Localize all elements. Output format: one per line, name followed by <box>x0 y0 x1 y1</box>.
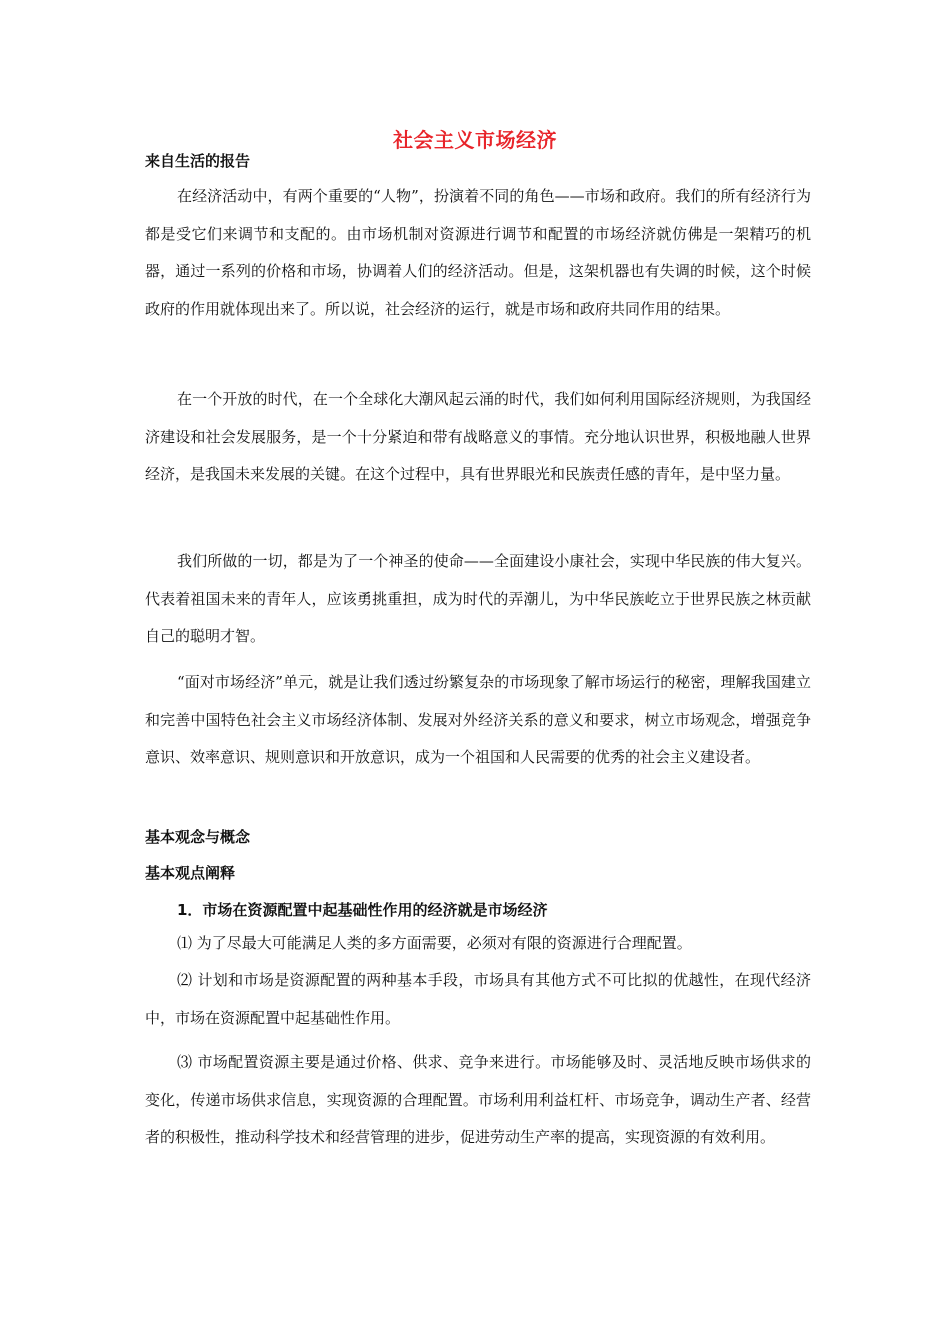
paragraph: 在经济活动中，有两个重要的“人物”，扮演着不同的角色——市场和政府。我们的所有经济行为都是受它们来调节和支配的。由市场机制对资源进行调节和配置的市场经济就仿佛是一架精巧的机器，通过一系列的价格和市场，协调着人们的经济活动。但是，这架机器也有失调的时候，这个时候政府的作用就体现出来了。所以说，社会经济的运行，就是市场和政府共同作用的结果。 <box>145 187 811 318</box>
page-title: 社会主义市场经济 <box>393 128 557 152</box>
paragraph: “面对市场经济”单元，就是让我们透过纷繁复杂的市场现象了解市场运行的秘密，理解我国建立和完善中国特色社会主义市场经济体制、发展对外经济关系的意义和要求，树立市场观念，增强竞争意识、效率意识、规则意识和开放意识，成为一个祖国和人民需要的优秀的社会主义建设者。 <box>145 673 811 766</box>
section-heading-report: 来自生活的报告 <box>145 152 251 170</box>
paragraph: 在一个开放的时代，在一个全球化大潮风起云涌的时代，我们如何利用国际经济规则，为我国经济建设和社会发展服务，是一个十分紧迫和带有战略意义的事情。充分地认识世界，积极地融人世界经济，是我国未来发展的关键。在这个过程中，具有世界眼光和民族责任感的青年，是中坚力量。 <box>145 390 811 483</box>
section-subheading: 基本观点阐释 <box>145 864 236 882</box>
paragraph: 我们所做的一切，都是为了一个神圣的使命——全面建设小康社会，实现中华民族的伟大复兴。代表着祖国未来的青年人，应该勇挑重担，成为时代的弄潮儿，为中华民族屹立于世界民族之林贡献自己的聪明才智。 <box>145 552 811 645</box>
list-item: ⑵ 计划和市场是资源配置的两种基本手段，市场具有其他方式不可比拟的优越性，在现代经济中，市场在资源配置中起基础性作用。 <box>145 971 811 1027</box>
section-heading-concepts: 基本观念与概念 <box>145 828 251 846</box>
point-title: 1．市场在资源配置中起基础性作用的经济就是市场经济 <box>177 901 548 919</box>
list-item: ⑴ 为了尽最大可能满足人类的多方面需要，必须对有限的资源进行合理配置。 <box>177 934 692 952</box>
list-item: ⑶ 市场配置资源主要是通过价格、供求、竞争来进行。市场能够及时、灵活地反映市场供求的变化，传递市场供求信息，实现资源的合理配置。市场利用利益杠杆、市场竞争，调动生产者、经营者的积极性，推动科学技术和经营管理的进步，促进劳动生产率的提高，实现资源的有效利用。 <box>145 1053 811 1146</box>
